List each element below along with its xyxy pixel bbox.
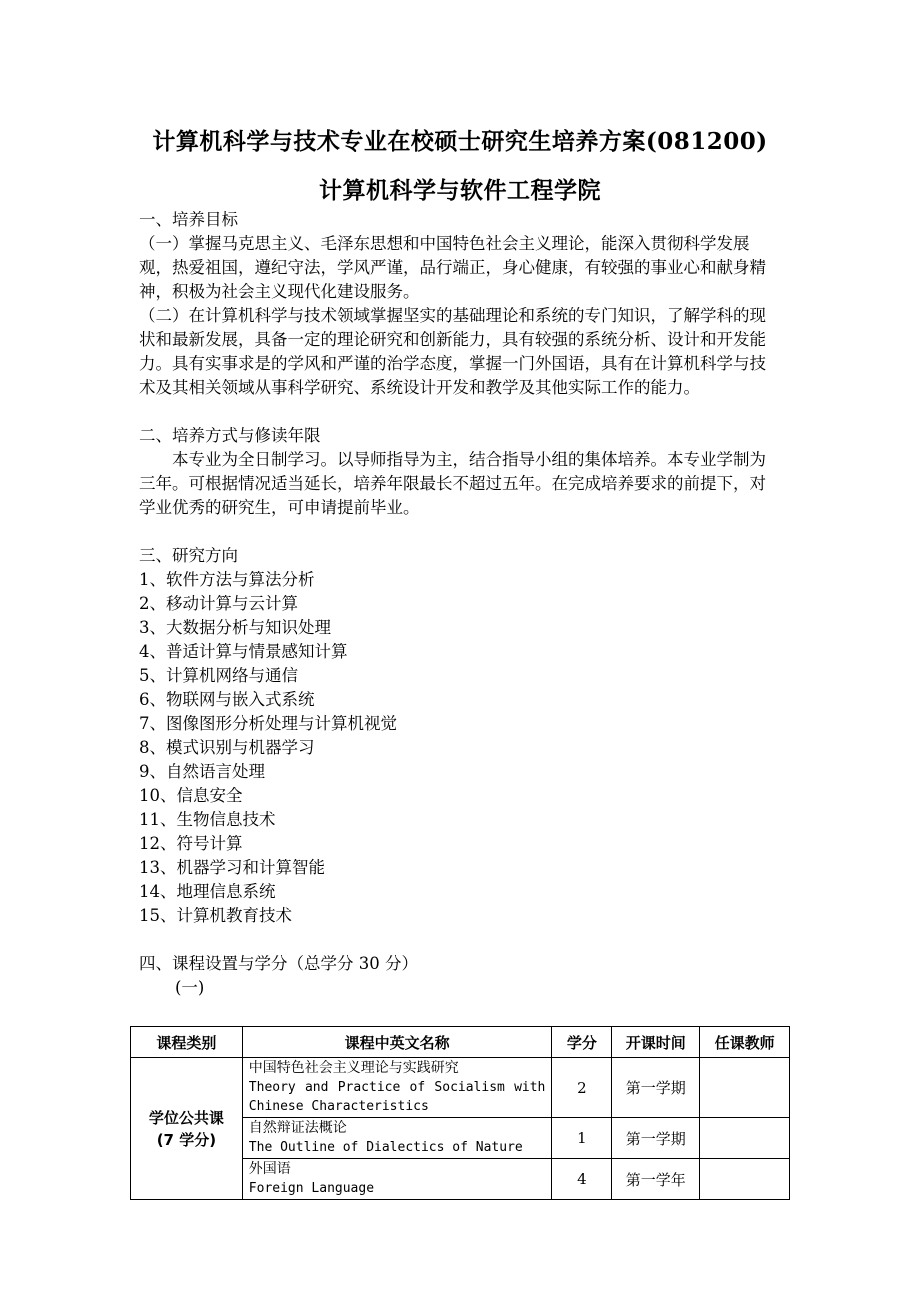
course-name-cn: 中国特色社会主义理论与实践研究 — [248, 1060, 459, 1076]
course-category-credits: (7 学分) — [156, 1130, 217, 1149]
course-name-en: The Outline of Dialectics of Nature — [248, 1140, 523, 1155]
course-name-cell — [242, 1118, 552, 1159]
table-row — [131, 1058, 790, 1118]
section-1-paragraph-2: （二）在计算机科学与技术领域掌握坚实的基础理论和系统的专门知识，了解学科的现状和最新发展，具备一定的理论研究和创新能力，具有较强的系统分析、设计和开发能力。具有实事求是的学风和严谨的治学态度，掌握一门外国语，具有在计算机科学与技术及其相关领域从事科学研究、系统设计开发和教学及其他实际工作的能力。 — [139, 306, 766, 397]
course-name-en: Theory and Practice of Socialism with Chinese Characteristics — [248, 1080, 546, 1114]
section-1-paragraph-1: （一）掌握马克思主义、毛泽东思想和中国特色社会主义理论，能深入贯彻科学发展观，热爱祖国，遵纪守法，学风严谨，品行端正，身心健康，有较强的事业心和献身精神，积极为社会主义现代化建设服务。 — [139, 234, 766, 301]
research-direction-item: 13、机器学习和计算智能 — [139, 858, 325, 877]
research-direction-item: 1、软件方法与算法分析 — [139, 570, 315, 589]
course-credit: 2 — [552, 1058, 612, 1118]
course-teacher — [700, 1159, 790, 1200]
course-name-cell — [242, 1058, 552, 1118]
course-category-label: 学位公共课 — [148, 1108, 224, 1127]
course-category-cell — [131, 1058, 243, 1200]
research-direction-item: 5、计算机网络与通信 — [139, 666, 298, 685]
course-term: 第一学期 — [612, 1058, 700, 1118]
research-direction-item: 11、生物信息技术 — [139, 810, 276, 829]
research-direction-item: 10、信息安全 — [139, 786, 243, 805]
course-name-cell — [242, 1159, 552, 1200]
header-credit: 学分 — [552, 1027, 612, 1058]
page-subtitle: 计算机科学与软件工程学院 — [319, 177, 601, 204]
section-3-heading: 三、研究方向 — [139, 546, 238, 565]
research-direction-item: 14、地理信息系统 — [139, 882, 276, 901]
header-course-category: 课程类别 — [131, 1027, 243, 1058]
section-2-heading: 二、培养方式与修读年限 — [139, 426, 321, 445]
research-direction-item: 4、普适计算与情景感知计算 — [139, 642, 348, 661]
research-direction-item: 15、计算机教育技术 — [139, 906, 292, 925]
header-teacher: 任课教师 — [700, 1027, 790, 1058]
course-teacher — [700, 1058, 790, 1118]
research-direction-item: 12、符号计算 — [139, 834, 243, 853]
course-table — [130, 1026, 790, 1200]
research-direction-item: 2、移动计算与云计算 — [139, 594, 298, 613]
course-credit: 4 — [552, 1159, 612, 1200]
research-direction-item: 3、大数据分析与知识处理 — [139, 618, 331, 637]
course-teacher — [700, 1118, 790, 1159]
research-direction-item: 9、自然语言处理 — [139, 762, 265, 781]
course-name-en: Foreign Language — [248, 1181, 375, 1196]
research-direction-item: 7、图像图形分析处理与计算机视觉 — [139, 714, 397, 733]
page-title: 计算机科学与技术专业在校硕士研究生培养方案(081200) — [152, 128, 768, 155]
document-body — [139, 208, 781, 1000]
research-direction-item: 8、模式识别与机器学习 — [139, 738, 315, 757]
course-term: 第一学期 — [612, 1118, 700, 1159]
header-course-name: 课程中英文名称 — [242, 1027, 552, 1058]
course-term: 第一学年 — [612, 1159, 700, 1200]
section-4-heading: 四、课程设置与学分（总学分 30 分） — [139, 954, 418, 973]
course-name-cn: 自然辩证法概论 — [248, 1120, 347, 1136]
course-name-cn: 外国语 — [248, 1161, 291, 1177]
header-term: 开课时间 — [612, 1027, 700, 1058]
research-direction-item: 6、物联网与嵌入式系统 — [139, 690, 315, 709]
section-1-heading: 一、培养目标 — [139, 210, 238, 229]
section-2-paragraph: 本专业为全日制学习。以导师指导为主，结合指导小组的集体培养。本专业学制为三年。可根据情况适当延长，培养年限最长不超过五年。在完成培养要求的前提下，对学业优秀的研究生，可申请提前毕业。 — [139, 450, 766, 517]
section-4-subheading: (一) — [175, 978, 205, 997]
table-header-row — [131, 1027, 790, 1058]
course-credit: 1 — [552, 1118, 612, 1159]
